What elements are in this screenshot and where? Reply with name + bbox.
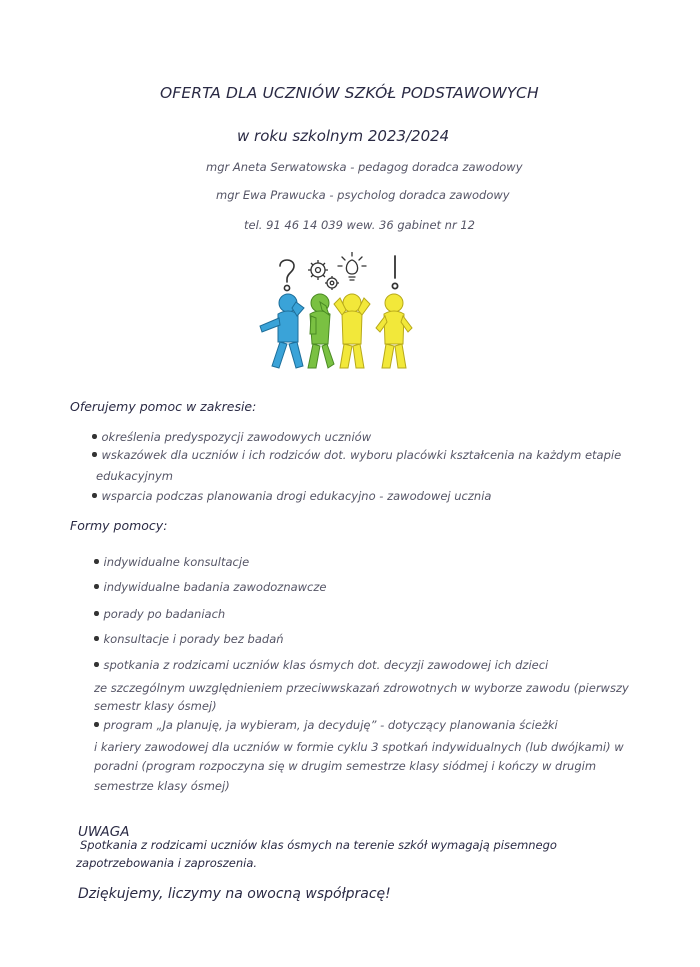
document-title: OFERTA DLA UCZNIÓW SZKÓŁ PODSTAWOWYCH xyxy=(160,84,539,102)
list-item-text: indywidualne badania zawodoznawcze xyxy=(103,580,327,594)
contact-line: tel. 91 46 14 039 wew. 36 gabinet nr 12 xyxy=(244,218,475,232)
bullet xyxy=(94,584,99,589)
list-item-continuation: edukacyjnym xyxy=(96,469,173,483)
gears-icon xyxy=(308,260,339,290)
note-line: zapotrzebowania i zaproszenia. xyxy=(76,856,258,870)
list-item-continuation: poradni (program rozpoczyna się w drugim semestrze klasy siódmej i kończy w drugim xyxy=(94,759,597,773)
list-item xyxy=(94,580,327,594)
bullet xyxy=(92,434,97,439)
question-mark-icon xyxy=(280,260,294,291)
list-item-continuation: ze szczególnym uwzględnieniem przeciwwskazań zdrowotnych w wyborze zawodu (pierwszy xyxy=(94,681,629,695)
green-figure xyxy=(308,294,334,368)
thinking-figures-illustration xyxy=(252,252,428,374)
list-item-text: spotkania z rodzicami uczniów klas ósmych dot. decyzji zawodowej ich dzieci xyxy=(103,658,549,672)
list-item-continuation: i kariery zawodowej dla uczniów w formie cyklu 3 spotkań indywidualnych (lub dwójkami) w xyxy=(94,740,624,754)
list-item xyxy=(92,489,491,503)
list-item xyxy=(92,448,621,462)
list-item-continuation: semestr klasy ósmej) xyxy=(94,699,217,713)
list-item xyxy=(94,607,225,621)
list-item-text: program „Ja planuję, ja wybieram, ja decyduję” - dotyczący planowania ścieżki xyxy=(103,718,558,732)
list-item xyxy=(92,430,371,444)
list-item-text: indywidualne konsultacje xyxy=(103,555,250,569)
offer-heading: Oferujemy pomoc w zakresie: xyxy=(70,399,257,414)
blue-figure xyxy=(260,294,304,368)
forms-heading: Formy pomocy: xyxy=(70,518,168,533)
staff-line-psycholog: mgr Ewa Prawucka - psycholog doradca zawodowy xyxy=(216,188,510,202)
staff-line-pedagog: mgr Aneta Serwatowska - pedagog doradca zawodowy xyxy=(206,160,523,174)
list-item-text: wsparcia podczas planowania drogi edukacyjno - zawodowej ucznia xyxy=(101,489,492,503)
bullet xyxy=(92,493,97,498)
bullet xyxy=(94,611,99,616)
list-item xyxy=(94,555,249,569)
exclamation-mark-icon xyxy=(392,256,397,289)
bullet xyxy=(94,662,99,667)
bullet xyxy=(94,559,99,564)
list-item xyxy=(94,718,558,732)
bullet xyxy=(94,636,99,641)
note-heading: UWAGA xyxy=(78,824,130,840)
lightbulb-icon xyxy=(338,252,366,280)
note-line: Spotkania z rodzicami uczniów klas ósmych na terenie szkół wymagają pisemnego xyxy=(80,838,557,852)
yellow-figure-left xyxy=(334,294,370,368)
bullet xyxy=(92,452,97,457)
list-item-text: wskazówek dla uczniów i ich rodziców dot. wyboru placówki kształcenia na każdym etapie xyxy=(101,448,622,462)
yellow-figure-right xyxy=(376,294,412,368)
list-item-text: określenia predyspozycji zawodowych uczniów xyxy=(101,430,372,444)
list-item-text: porady po badaniach xyxy=(103,607,226,621)
school-year-subtitle: w roku szkolnym 2023/2024 xyxy=(237,127,450,145)
list-item-text: konsultacje i porady bez badań xyxy=(103,632,284,646)
list-item xyxy=(94,658,548,672)
list-item xyxy=(94,632,284,646)
list-item-continuation: semestrze klasy ósmej) xyxy=(94,779,230,793)
closing-text: Dziękujemy, liczymy na owocną współpracę! xyxy=(78,886,391,902)
bullet xyxy=(94,722,99,727)
